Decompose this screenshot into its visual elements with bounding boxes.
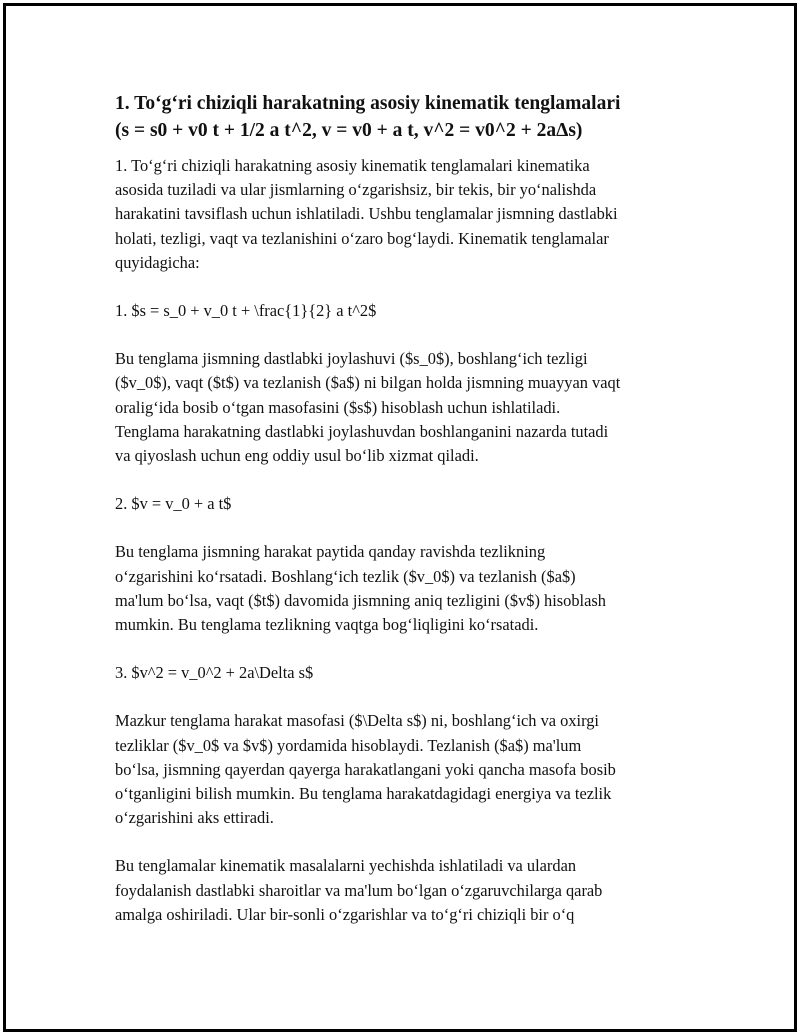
text-line: 1. $s = s_0 + v_0 t + \frac{1}{2} a t^2$	[115, 301, 377, 321]
text-line: Bu tenglama jismning harakat paytida qanday ravishda tezlikning	[115, 542, 546, 562]
text-line: foydalanish dastlabki sharoitlar va ma'lum bo‘lgan o‘zgaruvchilarga qarab	[115, 880, 603, 900]
text-line: Tenglama harakatning dastlabki joylashuvdan boshlanganini nazarda tutadi	[115, 421, 609, 441]
text-line: o‘zgarishini aks ettiradi.	[115, 808, 274, 828]
paragraph-equation-1-explanation	[115, 347, 690, 468]
text-line: Mazkur tenglama harakat masofasi ($\Delta s$) ni, boshlang‘ich va oxirgi	[115, 711, 599, 731]
equation-3	[115, 661, 690, 685]
text-line: o‘zgarishini ko‘rsatadi. Boshlang‘ich tezlik ($v_0$) va tezlanish ($a$)	[115, 566, 576, 586]
text-line: oralig‘ida bosib o‘tgan masofasini ($s$) hisoblash uchun ishlatiladi.	[115, 397, 561, 417]
text-line: mumkin. Bu tenglama tezlikning vaqtga bog‘liqligini ko‘rsatadi.	[115, 615, 539, 635]
text-line: tezliklar ($v_0$ va $v$) yordamida hisoblaydi. Tezlanish ($a$) ma'lum	[115, 735, 582, 755]
text-line: ($v_0$), vaqt ($t$) va tezlanish ($a$) ni bilgan holda jismning muayyan vaqt	[115, 373, 621, 393]
text-line: bo‘lsa, jismning qayerdan qayerga harakatlangani yoki qancha masofa bosib	[115, 759, 616, 779]
paragraph-equation-2-explanation	[115, 540, 690, 637]
equation-2	[115, 492, 690, 516]
paragraph-conclusion	[115, 854, 690, 927]
text-line: harakatini tavsiflash uchun ishlatiladi. Ushbu tenglamalar jismning dastlabki	[115, 204, 618, 224]
text-line: asosida tuziladi va ular jismlarning o‘zgarishsiz, bir tekis, bir yo‘nalishda	[115, 180, 597, 200]
text-line: Bu tenglamalar kinematik masalalarni yechishda ishlatiladi va ulardan	[115, 856, 577, 876]
document-title	[115, 90, 690, 144]
text-line: va qiyoslash uchun eng oddiy usul bo‘lib xizmat qiladi.	[115, 446, 479, 466]
equation-1	[115, 299, 690, 323]
text-line: 1. To‘g‘ri chiziqli harakatning asosiy kinematik tenglamalari kinematika	[115, 156, 590, 175]
text-line: 3. $v^2 = v_0^2 + 2a\Delta s$	[115, 663, 314, 683]
paragraph-intro	[115, 154, 690, 275]
text-line: holati, tezligi, vaqt va tezlanishini o‘zaro bog‘laydi. Kinematik tenglamalar	[115, 228, 609, 248]
text-line: quyidagicha:	[115, 252, 200, 272]
title-line: 1. To‘g‘ri chiziqli harakatning asosiy kinematik tenglamalari	[115, 93, 621, 114]
title-line: (s = s0 + v0 t + 1/2 a t^2, v = v0 + a t, v^2 = v0^2 + 2aΔs)	[115, 120, 583, 141]
text-line: 2. $v = v_0 + a t$	[115, 494, 232, 514]
text-line: Bu tenglama jismning dastlabki joylashuvi ($s_0$), boshlang‘ich tezligi	[115, 349, 588, 369]
text-line: o‘tganligini bilish mumkin. Bu tenglama harakatdagidagi energiya va tezlik	[115, 784, 612, 804]
document-body	[115, 90, 690, 951]
paragraph-equation-3-explanation	[115, 709, 690, 830]
text-line: amalga oshiriladi. Ular bir-sonli o‘zgarishlar va to‘g‘ri chiziqli bir o‘q	[115, 904, 575, 924]
text-line: ma'lum bo‘lsa, vaqt ($t$) davomida jismning aniq tezligini ($v$) hisoblash	[115, 590, 606, 610]
